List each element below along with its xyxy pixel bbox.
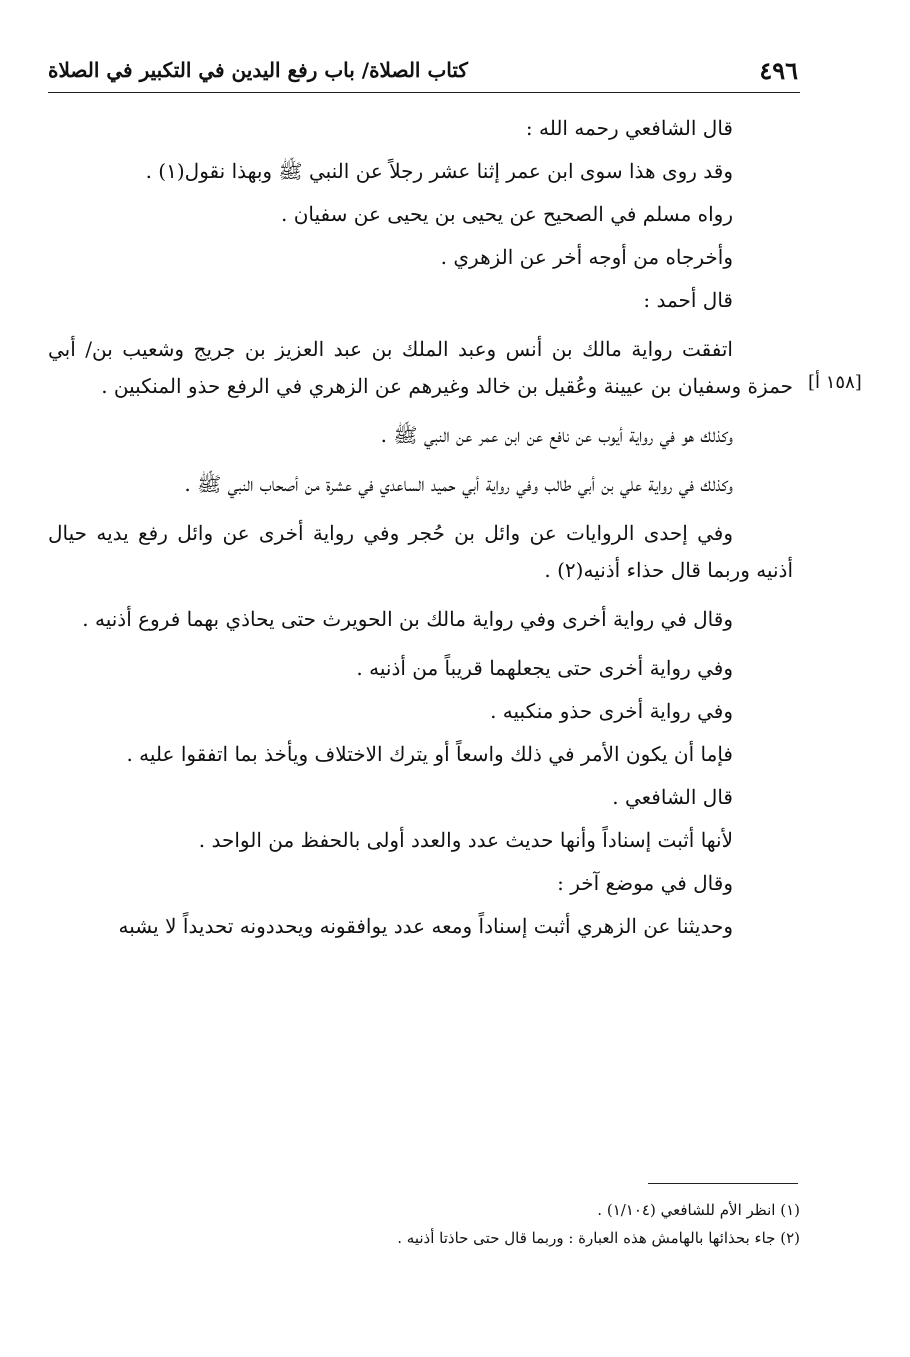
paragraph: وفي إحدى الروايات عن وائل بن حُجر وفي رواية أخرى عن وائل رفع يديه حيال أذنيه وربما قال حذاء أذنيه(٢) . [48, 521, 793, 582]
marginal-manuscript-note: [١٥٨ أ] [808, 372, 862, 393]
paragraph: لأنها أثبت إسناداً وأنها حديث عدد والعدد أولى بالحفظ من الواحد . [198, 828, 733, 852]
main-text [48, 110, 793, 951]
footnote: (٢) جاء بحذائها بالهامش هذه العبارة : وربما قال حتى حاذتا أذنيه . [397, 1229, 800, 1247]
paragraph: قال الشافعي . [612, 785, 733, 809]
paragraph: وقد روى هذا سوى ابن عمر إثنا عشر رجلاً عن النبي ﷺ وبهذا نقول(١) . [145, 159, 733, 183]
paragraph: وفي رواية أخرى حتى يجعلهما قريباً من أذنيه . [356, 656, 733, 680]
paragraph: وأخرجاه من أوجه أخر عن الزهري . [440, 245, 733, 269]
paragraph: وكذلك هو في رواية أيوب عن نافع عن ابن عمر عن النبي ﷺ . [380, 423, 733, 447]
paragraph: اتفقت رواية مالك بن أنس وعبد الملك بن عبد العزيز بن جريج وشعيب بن/ أبي حمزة وسفيان بن عيينة وعُقيل بن خالد وغيرهم عن الزهري في الرفع حذو المنكبين . [48, 337, 793, 398]
page-header [48, 52, 798, 92]
paragraph: وحديثنا عن الزهري أثبت إسناداً ومعه عدد يوافقونه ويحددونه تحديداً لا يشبه [118, 914, 733, 938]
footnote: (١) انظر الأم للشافعي (١/١٠٤) . [597, 1201, 800, 1219]
paragraph: وفي رواية أخرى حذو منكبيه . [490, 699, 733, 723]
header-divider [48, 92, 800, 93]
paragraph: وكذلك في رواية علي بن أبي طالب وفي رواية أبي حميد الساعدي في عشرة من أصحاب النبي ﷺ . [184, 472, 733, 496]
paragraph: فإما أن يكون الأمر في ذلك واسعاً أو يترك الاختلاف ويأخذ بما اتفقوا عليه . [126, 742, 733, 766]
paragraph: وقال في موضع آخر : [557, 871, 733, 895]
page-number: ٤٩٦ [759, 56, 798, 85]
paragraph: قال أحمد : [643, 288, 733, 312]
paragraph: رواه مسلم في الصحيح عن يحيى بن يحيى عن سفيان . [280, 202, 733, 226]
running-title: كتاب الصلاة/ باب رفع اليدين في التكبير في الصلاة [48, 58, 468, 82]
paragraph: وقال في رواية أخرى وفي رواية مالك بن الحويرث حتى يحاذي بهما فروع أذنيه . [82, 607, 733, 631]
footnote-divider [648, 1183, 798, 1184]
paragraph: قال الشافعي رحمه الله : [525, 116, 733, 140]
footnotes [48, 1196, 800, 1252]
